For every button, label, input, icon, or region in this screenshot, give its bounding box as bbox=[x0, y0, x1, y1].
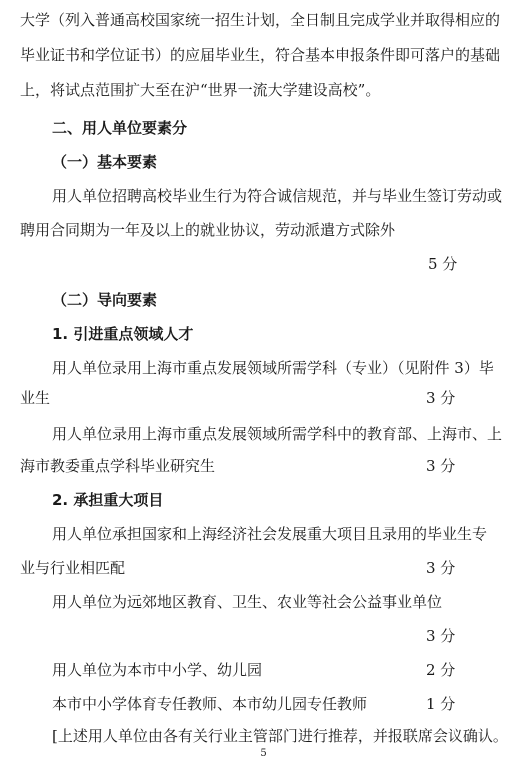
section-heading: 二、用人单位要素分 bbox=[52, 119, 188, 137]
talent-heading: 1. 引进重点领域人才 bbox=[52, 325, 194, 343]
projects-item-3-score: 2 分 bbox=[426, 661, 456, 679]
projects-item-3-line-1: 用人单位为本市中小学、幼儿园 bbox=[52, 661, 263, 679]
talent-item-1-line-2: 业生 bbox=[20, 389, 51, 407]
page-number: 5 bbox=[260, 748, 267, 759]
intro-line-2: 毕业证书和学位证书）的应届毕业生，符合基本申报条件即可落户的基础 bbox=[20, 46, 501, 64]
projects-item-2-line-1: 用人单位为远郊地区教育、卫生、农业等社会公益事业单位 bbox=[52, 593, 443, 611]
talent-item-2-score: 3 分 bbox=[426, 457, 456, 475]
intro-line-1: 大学（列入普通高校国家统一招生计划，全日制且完成学业并取得相应的 bbox=[20, 11, 501, 29]
talent-item-1-score: 3 分 bbox=[426, 389, 456, 407]
talent-item-2-line-2: 海市教委重点学科毕业研究生 bbox=[20, 457, 216, 475]
talent-item-2-line-1: 用人单位录用上海市重点发展领域所需学科中的教育部、上海市、上 bbox=[52, 425, 503, 443]
basic-score: 5 分 bbox=[428, 255, 458, 273]
projects-heading: 2. 承担重大项目 bbox=[52, 491, 164, 509]
talent-item-1-line-1: 用人单位录用上海市重点发展领域所需学科（专业）（见附件 3）毕 bbox=[52, 359, 494, 377]
basic-line-2: 聘用合同期为一年及以上的就业协议，劳动派遣方式除外 bbox=[20, 221, 396, 239]
projects-item-1-line-2: 业与行业相匹配 bbox=[20, 559, 126, 577]
projects-item-2-score: 3 分 bbox=[426, 627, 456, 645]
intro-line-3: 上，将试点范围扩大至在沪“世界一流大学建设高校”。 bbox=[20, 81, 381, 99]
projects-item-4-score: 1 分 bbox=[426, 695, 456, 713]
recommendation-note: [上述用人单位由各有关行业主管部门进行推荐，并报联席会议确认。 bbox=[52, 727, 508, 745]
guided-elements-heading: （二）导向要素 bbox=[52, 291, 158, 309]
projects-item-4-line-1: 本市中小学体育专任教师、本市幼儿园专任教师 bbox=[52, 695, 368, 713]
projects-item-1-score: 3 分 bbox=[426, 559, 456, 577]
basic-line-1: 用人单位招聘高校毕业生行为符合诚信规范，并与毕业生签订劳动或 bbox=[52, 187, 503, 205]
basic-elements-heading: （一）基本要素 bbox=[52, 153, 158, 171]
projects-item-1-line-1: 用人单位承担国家和上海经济社会发展重大项目且录用的毕业生专 bbox=[52, 525, 488, 543]
